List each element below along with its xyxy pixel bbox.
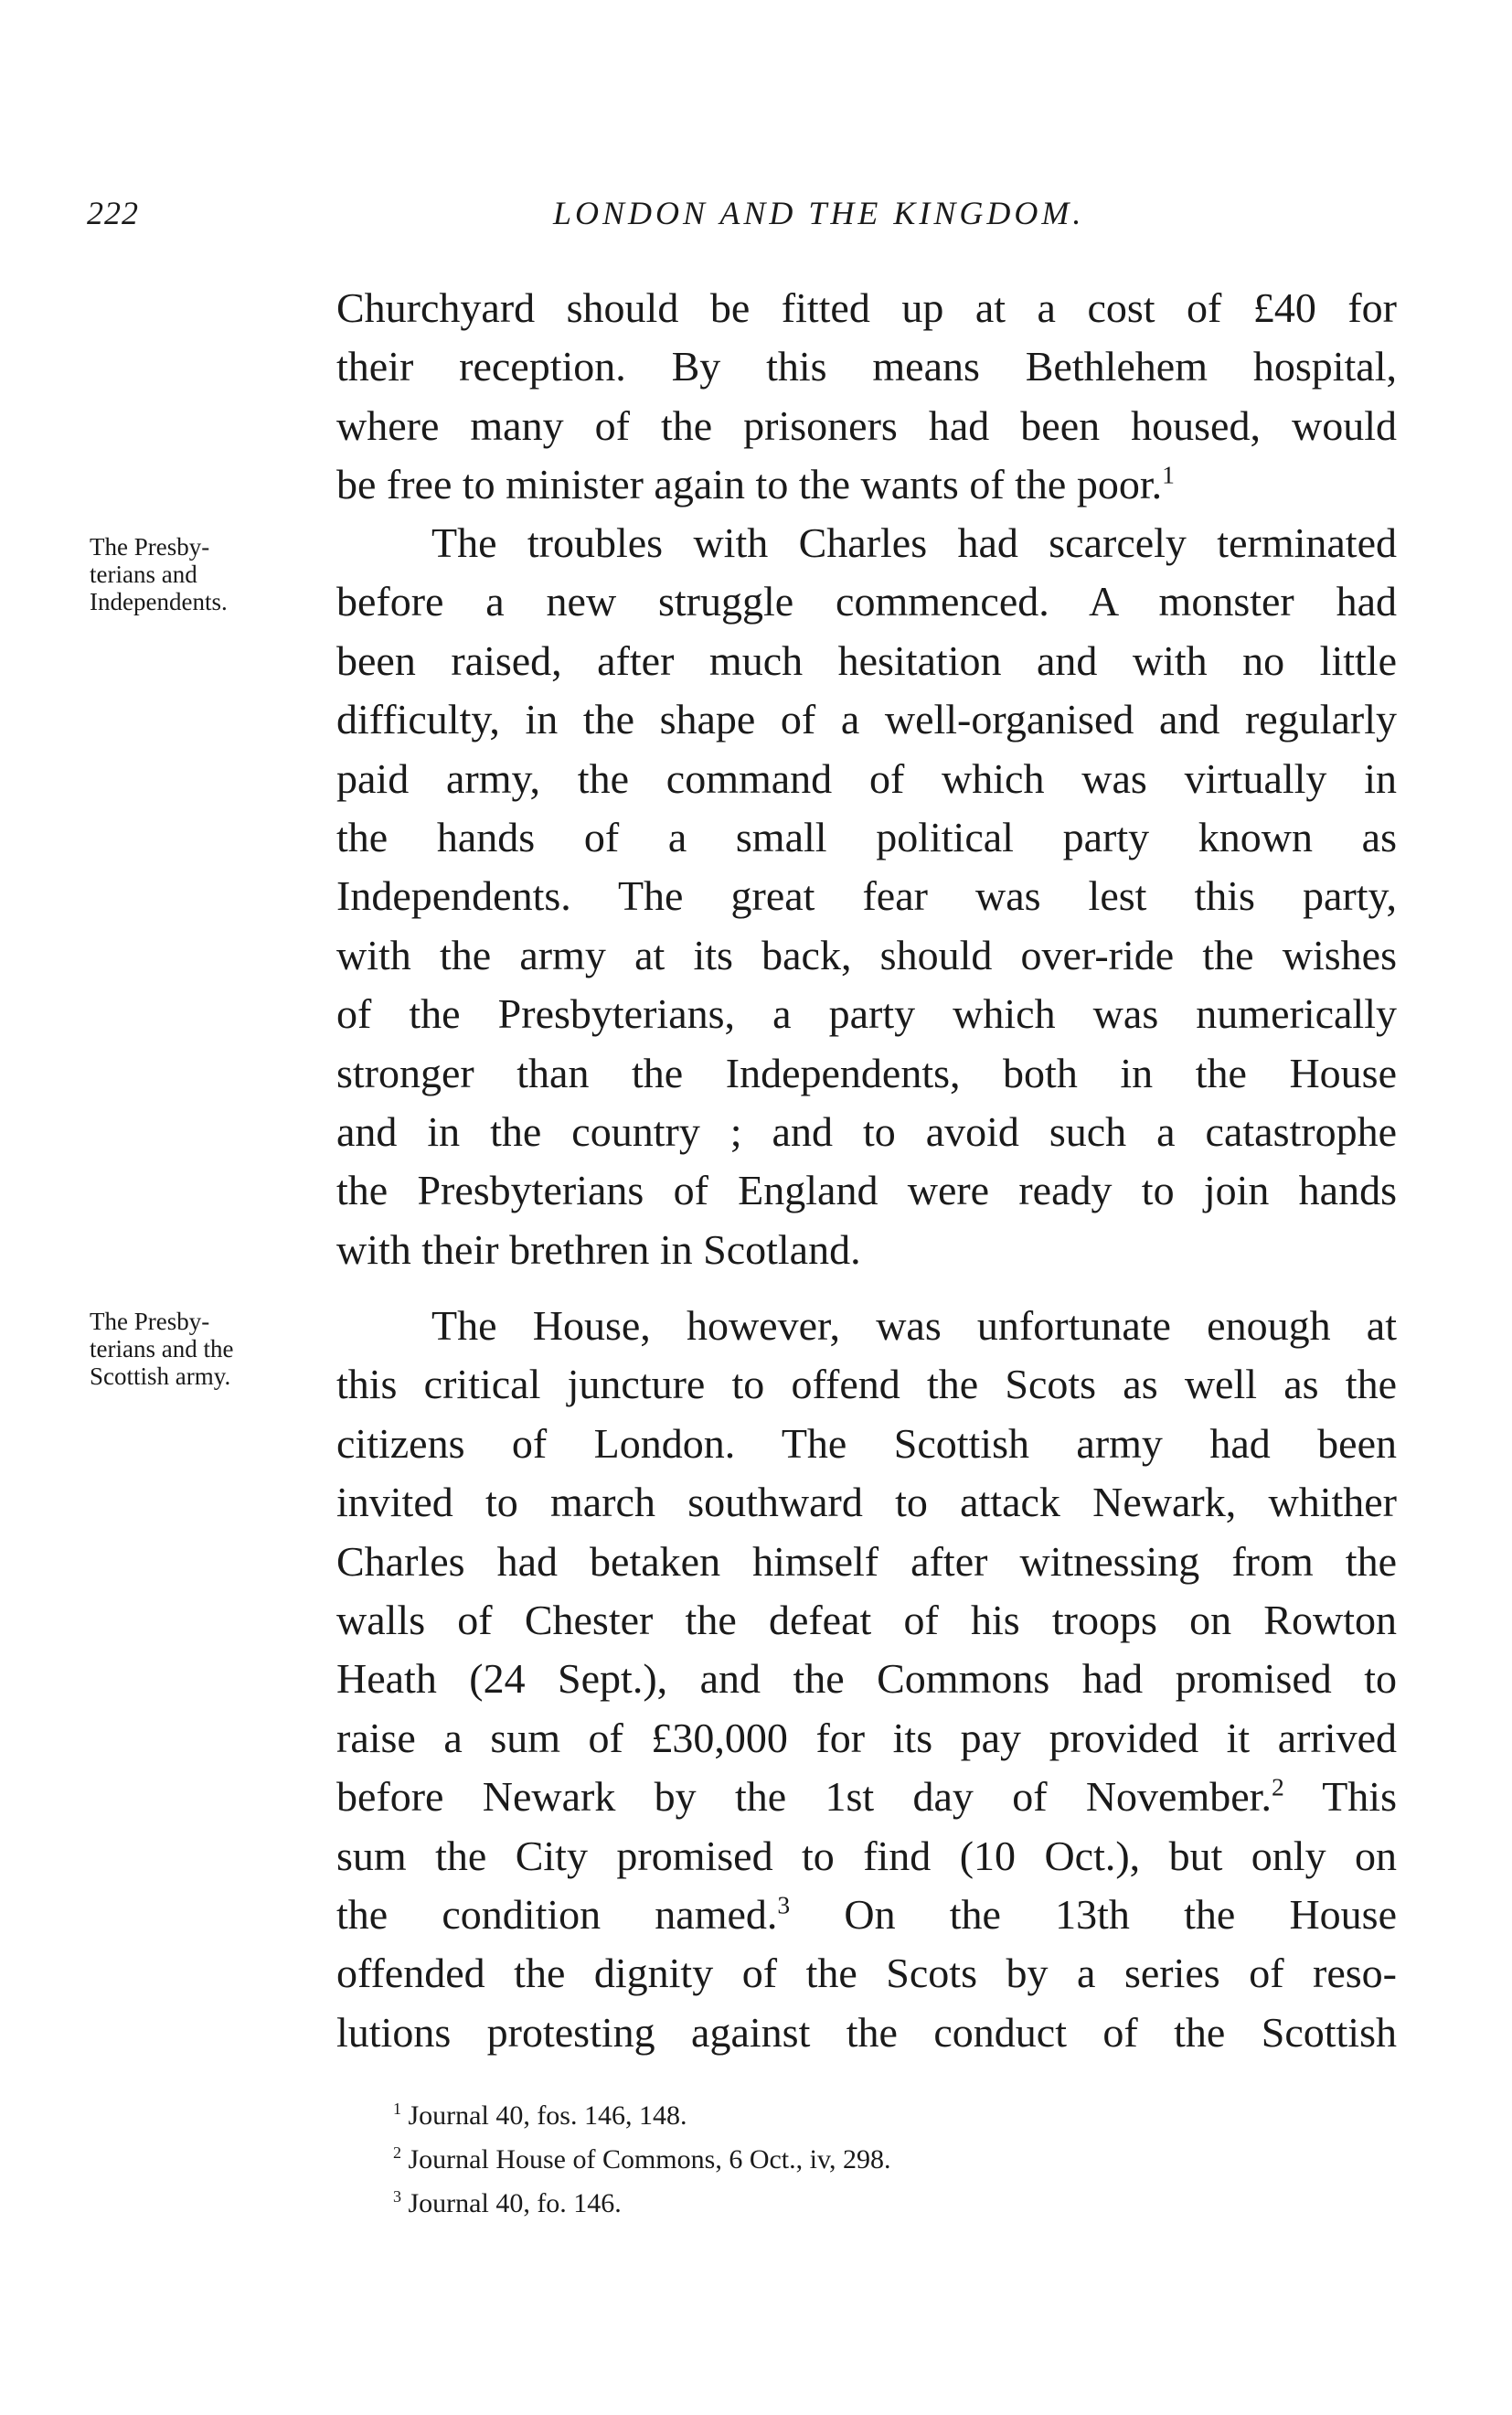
footnote-text: Journal House of Commons, 6 Oct., iv, 298. — [408, 2144, 891, 2175]
footnote-marker: 2 — [393, 2143, 401, 2162]
text-line — [336, 455, 1397, 514]
text-line: Charles had betaken himself after witnessing from the — [336, 1537, 1397, 1585]
footnote-marker: 3 — [393, 2187, 401, 2206]
text-line: been raised, after much hesitation and with no little — [336, 636, 1397, 684]
footnote-marker: 1 — [393, 2100, 401, 2118]
text-line: where many of the prisoners had been housed, would — [336, 401, 1397, 449]
text-line: and in the country ; and to avoid such a catastrophe — [336, 1107, 1397, 1155]
text-line: the Presbyterians of England were ready to join hands — [336, 1167, 1397, 1214]
text-fragment: On the 13th the House — [790, 1890, 1397, 1938]
sidenote-line: Scottish army. — [90, 1362, 231, 1390]
text-line: Churchyard should be fitted up at a cost of £40 for — [336, 284, 1397, 331]
text-line: invited to march southward to attack Newark, whither — [336, 1479, 1397, 1526]
text-line: the hands of a small political party known as — [336, 813, 1397, 860]
text-line: The troubles with Charles had scarcely terminated — [431, 519, 1397, 566]
sidenote-line: The Presby- — [90, 533, 210, 561]
text-line: raise a sum of £30,000 for its pay provided it arrived — [336, 1714, 1397, 1761]
sidenote-line: Independents. — [90, 588, 228, 615]
footnote-text: Journal 40, fo. 146. — [408, 2188, 622, 2218]
text-line: citizens of London. The Scottish army had been — [336, 1419, 1397, 1467]
text-line: sum the City promised to find (10 Oct.), but only on — [336, 1832, 1397, 1879]
running-head: LONDON AND THE KINGDOM. — [553, 195, 1085, 231]
page-number: 222 — [87, 195, 139, 231]
text-fragment: be free to minister again to the wants of the poor. — [336, 461, 1163, 508]
text-line: their reception. By this means Bethlehem hospital, — [336, 343, 1397, 390]
footnote — [393, 2138, 1307, 2182]
text-line: stronger than the Independents, both in the House — [336, 1049, 1397, 1096]
sidenote-line: The Presby- — [90, 1308, 210, 1335]
text-line: with the army at its back, should over-ride the wishes — [336, 931, 1397, 978]
footnote-text: Journal 40, fos. 146, 148. — [408, 2100, 687, 2131]
text-line: lutions protesting against the conduct of the Scottish — [336, 2008, 1397, 2056]
sidenote-line: terians and — [90, 561, 197, 588]
text-line: of the Presbyterians, a party which was numerically — [336, 990, 1397, 1038]
text-line: offended the dignity of the Scots by a series of reso- — [336, 1950, 1397, 1997]
paragraph-1 — [336, 279, 1397, 515]
paragraph-2 — [336, 514, 1397, 1279]
text-line — [336, 1886, 1397, 1944]
footnote — [393, 2182, 1307, 2226]
text-line: walls of Chester the defeat of his troops on Rowton — [336, 1596, 1397, 1643]
text-line: Heath (24 Sept.), and the Commons had promised to — [336, 1655, 1397, 1703]
text-line: Independents. The great fear was lest this party, — [336, 872, 1397, 920]
text-line: The House, however, was unfortunate enough at — [431, 1302, 1397, 1349]
text-line: difficulty, in the shape of a well-organised and regularly — [336, 696, 1397, 743]
text-line: with their brethren in Scotland. — [336, 1225, 861, 1273]
paragraph-3 — [336, 1297, 1397, 2062]
page-header — [87, 194, 1403, 249]
text-line: this critical juncture to offend the Scots as well as the — [336, 1361, 1397, 1408]
text-fragment: the condition named. — [336, 1890, 778, 1938]
footnotes — [393, 2094, 1307, 2226]
footnote-ref: 1 — [1162, 460, 1175, 489]
sidenote-line: terians and the — [90, 1335, 234, 1362]
text-line — [336, 1768, 1397, 1826]
footnote-ref: 2 — [1271, 1772, 1284, 1801]
sidenote-presbyterians-independents — [90, 533, 327, 615]
text-line: paid army, the command of which was virtually in — [336, 754, 1397, 802]
footnote — [393, 2094, 1307, 2138]
footnote-ref: 3 — [777, 1890, 791, 1919]
sidenote-presbyterians-scottish-army — [90, 1308, 327, 1390]
text-fragment: before Newark by the 1st day of November. — [336, 1773, 1272, 1821]
text-fragment: This — [1283, 1773, 1397, 1821]
text-line: before a new struggle commenced. A monster had — [336, 578, 1397, 625]
